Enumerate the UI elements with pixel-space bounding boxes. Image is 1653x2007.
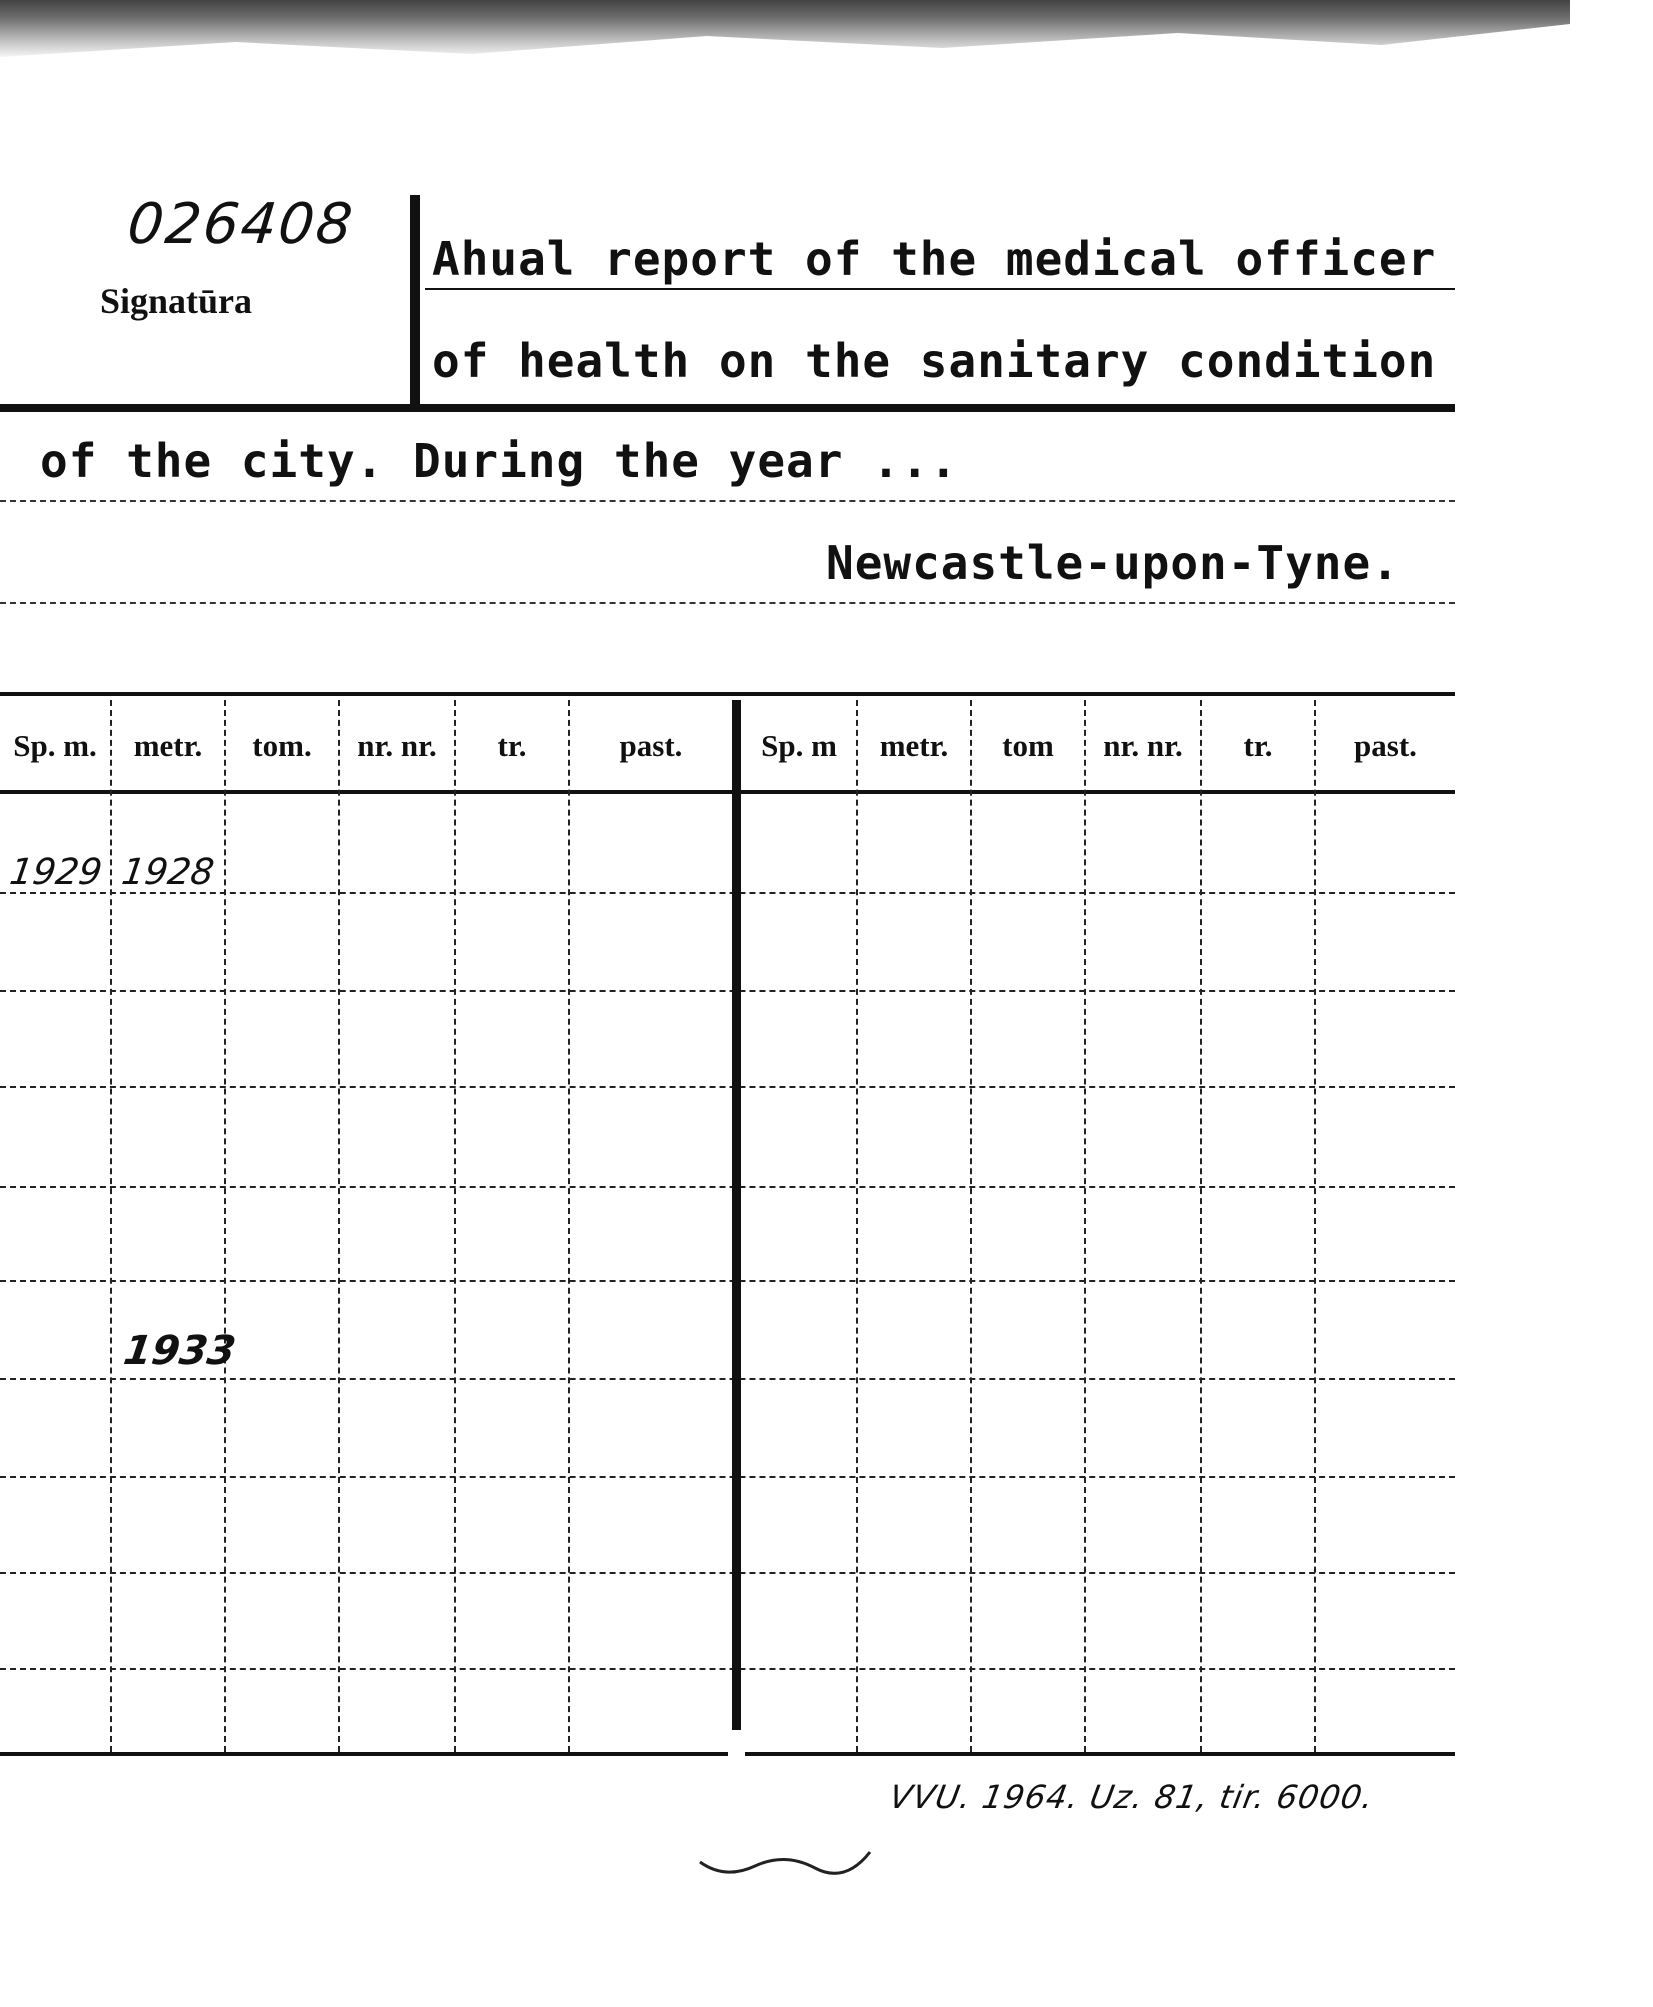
table-row — [0, 1280, 1455, 1282]
col-divider — [454, 700, 456, 1752]
col-divider — [1314, 700, 1316, 1752]
header-tom-right: tom — [1002, 728, 1054, 763]
wavy-mark — [695, 1840, 875, 1880]
table-row — [0, 1476, 1455, 1478]
table-row — [0, 1086, 1455, 1088]
signature-number: 026408 — [124, 192, 358, 257]
title-underline-1 — [425, 288, 1455, 290]
table-row — [0, 1378, 1455, 1380]
table-row — [0, 990, 1455, 992]
title-line-3: of the city. During the year ... — [40, 434, 959, 488]
col-divider — [338, 700, 340, 1752]
table-row — [0, 1668, 1455, 1670]
header-tr: tr. — [497, 728, 527, 763]
header-tom: tom. — [252, 728, 312, 763]
col-divider — [1084, 700, 1086, 1752]
col-divider — [110, 700, 112, 1752]
col-divider — [856, 700, 858, 1752]
table-row — [0, 1186, 1455, 1188]
table-row — [0, 892, 1455, 894]
entry-sp-m-1929: 1929 — [7, 852, 105, 893]
header-past: past. — [619, 728, 683, 763]
header-sp-m-right: Sp. m — [761, 728, 837, 763]
entry-metr-1928: 1928 — [119, 852, 217, 893]
title-line-2: of health on the sanitary condition — [432, 334, 1437, 388]
rule-line-3 — [0, 500, 1455, 502]
place-name: Newcastle-upon-Tyne. — [826, 536, 1400, 590]
signature-label: Signatūra — [100, 281, 253, 321]
title-line-1: Ahual report of the medical officer — [432, 232, 1437, 286]
col-divider — [568, 700, 570, 1752]
rule-place — [0, 602, 1455, 604]
scan-edge-shadow — [0, 0, 1570, 60]
col-divider — [970, 700, 972, 1752]
header-metr-right: metr. — [879, 728, 949, 763]
signature-divider — [410, 195, 420, 407]
col-divider — [1200, 700, 1202, 1752]
header-metr: metr. — [133, 728, 203, 763]
header-nr-nr-right: nr. nr. — [1103, 728, 1183, 763]
header-nr-nr: nr. nr. — [357, 728, 437, 763]
table-header-rule — [0, 790, 1455, 794]
print-note: VVU. 1964. Uz. 81, tir. 6000. — [886, 1778, 1377, 1816]
header-sp-m: Sp. m. — [13, 728, 97, 763]
table-top-rule — [0, 692, 1455, 696]
header-past-right: past. — [1354, 728, 1417, 763]
col-divider — [224, 700, 226, 1752]
header-tr-right: tr. — [1243, 728, 1273, 763]
center-divider — [732, 700, 741, 1730]
table-bottom-rule-right — [745, 1752, 1455, 1756]
entry-metr-1933: 1933 — [120, 1328, 239, 1374]
table-row — [0, 1572, 1455, 1574]
header-rule — [0, 404, 1455, 412]
table-bottom-rule-left — [0, 1752, 728, 1756]
